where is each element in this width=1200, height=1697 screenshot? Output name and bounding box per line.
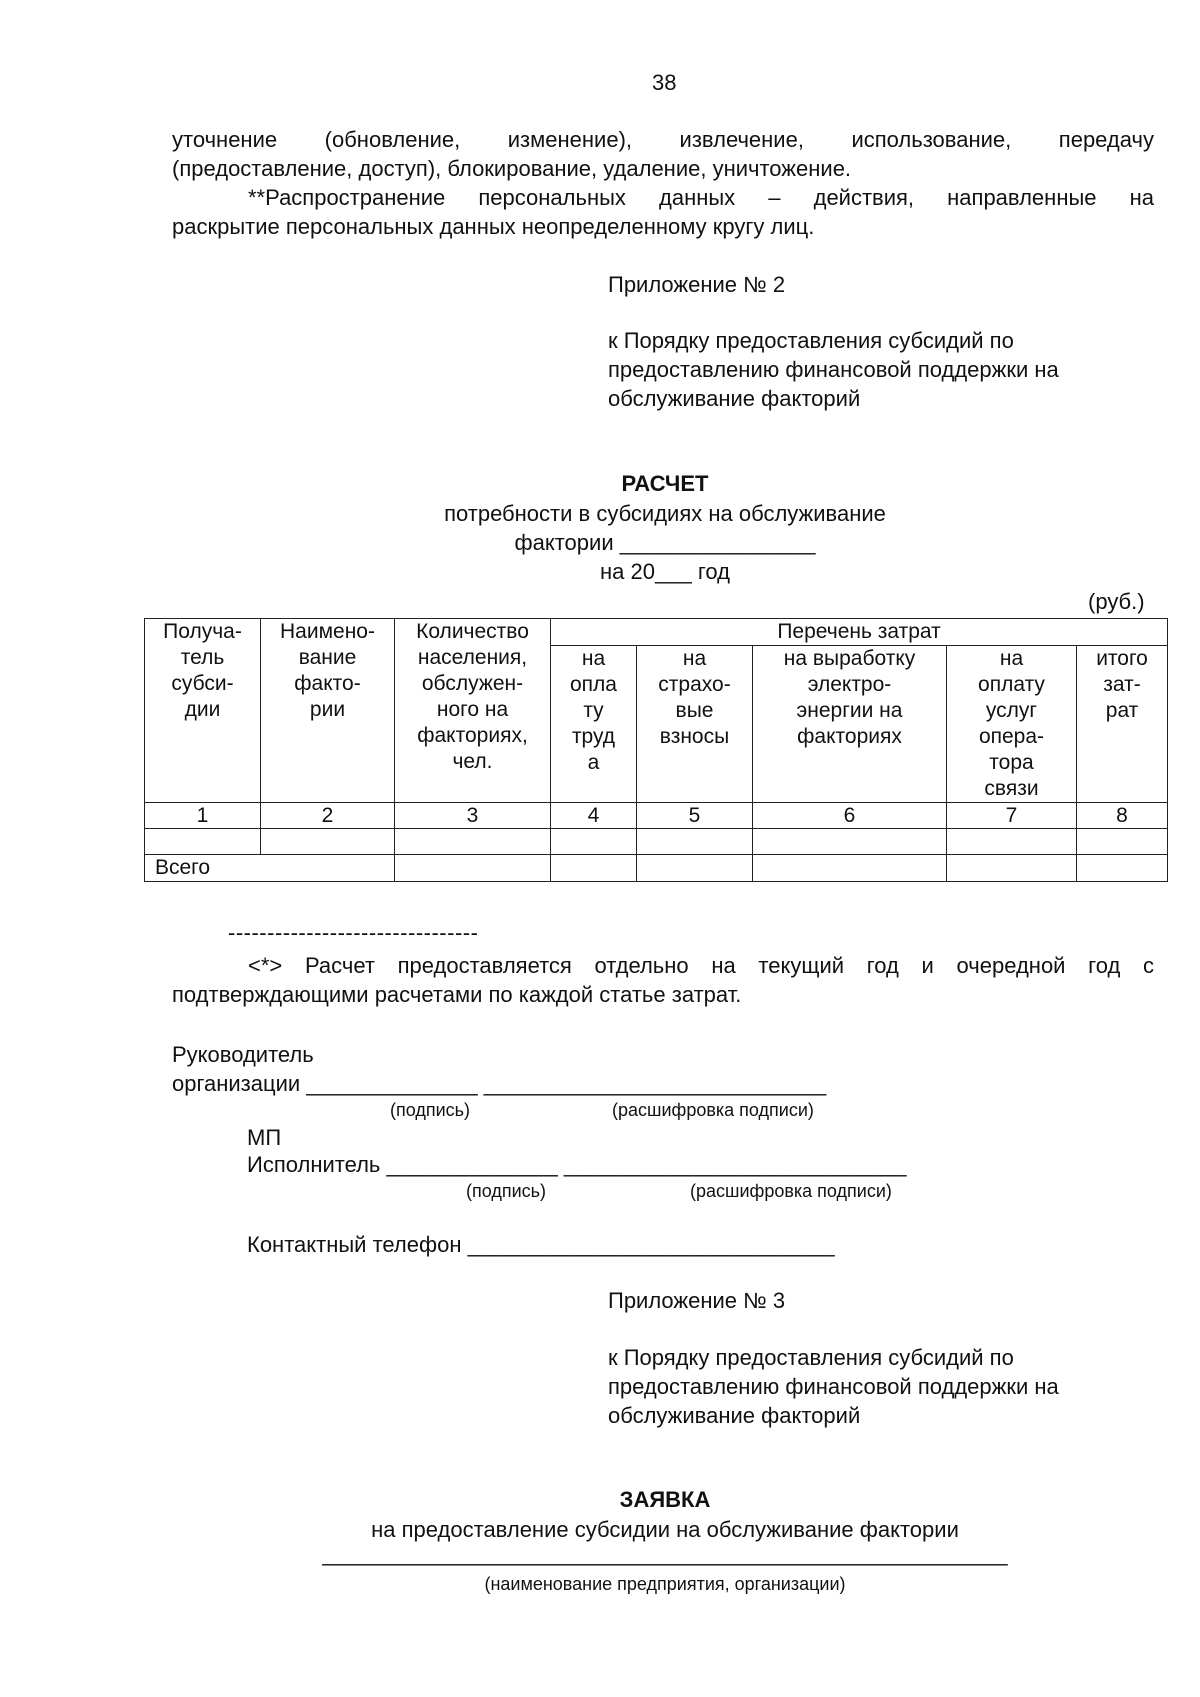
organization-name-caption: (наименование предприятия, организации) [484, 1574, 846, 1594]
appendix-3-line-1: к Порядку предоставления субсидий по [608, 1345, 1014, 1370]
intro-line-3: **Распространение персональных данных – действия, направленные на [248, 185, 1154, 210]
appendix-2-line-2: предоставлению финансовой поддержки на [608, 357, 1059, 382]
table-cell [551, 829, 637, 855]
subsidy-calc-table [144, 618, 1168, 882]
currency-unit: (руб.) [1088, 589, 1145, 614]
appendix-3-line-3: обслуживание факторий [608, 1403, 861, 1428]
table-cell [395, 855, 551, 882]
table-empty-row [145, 829, 1168, 855]
header-electricity: на выработку электро- энергии на факториях [753, 646, 947, 803]
header-telecom: на оплату услуг опера- тора связи [947, 646, 1077, 803]
appendix-2-title: Приложение № 2 [608, 272, 786, 297]
footnote-line-2: подтверждающими расчетами по каждой статье затрат. [172, 982, 742, 1007]
table-cell [753, 829, 947, 855]
header-recipient: Получа- тель субси- дии [145, 619, 261, 803]
header-total-costs: итого зат- рат [1077, 646, 1168, 803]
column-number: 4 [551, 803, 637, 829]
table-cell [1077, 829, 1168, 855]
head-label: Руководитель [172, 1042, 314, 1067]
table-cell [551, 855, 637, 882]
executor-signature-line: Исполнитель ______________ ____________________________ [247, 1152, 907, 1177]
table-header-row [145, 619, 1168, 646]
header-factory-name: Наимено- вание факто- рии [261, 619, 395, 803]
appendix-2-line-3: обслуживание факторий [608, 386, 861, 411]
stamp-place: МП [247, 1125, 282, 1150]
table-cell [637, 855, 753, 882]
appendix-2-line-1: к Порядку предоставления субсидий по [608, 328, 1014, 353]
header-insurance: на страхо- вые взносы [637, 646, 753, 803]
head-signature-line: организации ______________ ____________________________ [172, 1071, 827, 1096]
column-number: 3 [395, 803, 551, 829]
application-heading: ЗАЯВКА [619, 1487, 711, 1512]
column-number: 6 [753, 803, 947, 829]
table-cell [1077, 855, 1168, 882]
table-cell [753, 855, 947, 882]
footnote-separator: -------------------------------- [228, 920, 479, 945]
column-number: 7 [947, 803, 1077, 829]
column-number: 2 [261, 803, 395, 829]
organization-name-line: ________________________________________________________ [322, 1541, 1008, 1566]
calc-subtitle-3: на 20___ год [600, 559, 730, 584]
footnote-line-1: <*> Расчет предоставляется отдельно на текущий год и очередной год с [248, 953, 1154, 978]
calc-subtitle-2: фактории ________________ [514, 530, 816, 555]
column-number: 8 [1077, 803, 1168, 829]
executor-signature-caption: (подпись) [466, 1181, 547, 1201]
page-number: 38 [652, 70, 677, 95]
head-name-caption: (расшифровка подписи) [612, 1100, 814, 1120]
column-number: 1 [145, 803, 261, 829]
head-signature-caption: (подпись) [390, 1100, 471, 1120]
appendix-3-title: Приложение № 3 [608, 1288, 786, 1313]
contact-phone-line: Контактный телефон ______________________________ [247, 1232, 835, 1257]
column-number: 5 [637, 803, 753, 829]
table-cell [145, 829, 261, 855]
executor-name-caption: (расшифровка подписи) [690, 1181, 892, 1201]
table-number-row [145, 803, 1168, 829]
intro-line-1: уточнение (обновление, изменение), извлечение, использование, передачу [172, 127, 1154, 152]
intro-line-4: раскрытие персональных данных неопределенному кругу лиц. [172, 214, 815, 239]
table-cell [947, 855, 1077, 882]
table-total-row [145, 855, 1168, 882]
calc-heading: РАСЧЕТ [621, 471, 709, 496]
calc-subtitle-1: потребности в субсидиях на обслуживание [444, 501, 886, 526]
application-subtitle: на предоставление субсидии на обслуживание фактории [371, 1517, 959, 1542]
total-label: Всего [145, 855, 395, 882]
appendix-3-line-2: предоставлению финансовой поддержки на [608, 1374, 1059, 1399]
header-population: Количество населения, обслужен- ного на факториях, чел. [395, 619, 551, 803]
table-cell [947, 829, 1077, 855]
table-cell [261, 829, 395, 855]
table-cell [395, 829, 551, 855]
header-labor-pay: на опла ту труд а [551, 646, 637, 803]
header-cost-list: Перечень затрат [551, 619, 1168, 646]
table-cell [637, 829, 753, 855]
intro-line-2: (предоставление, доступ), блокирование, удаление, уничтожение. [172, 156, 852, 181]
